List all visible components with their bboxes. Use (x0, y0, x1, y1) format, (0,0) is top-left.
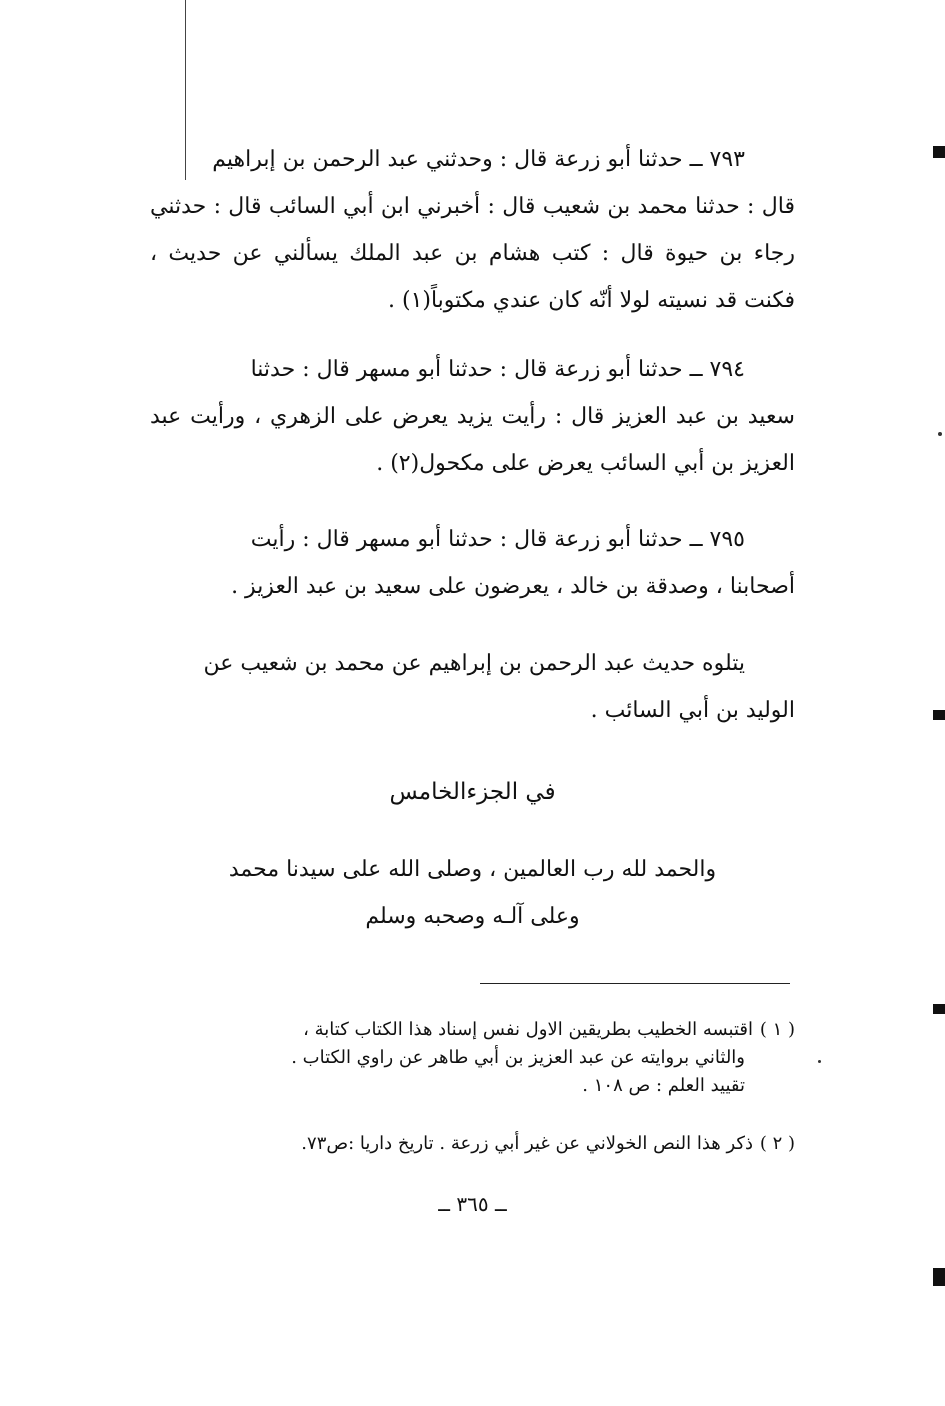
paragraph-first-line: يتلوه حديث عبد الرحمن بن إبراهيم عن محمد بن شعيب عن (203, 651, 745, 676)
paragraph-body: أصحابنا ، وصدقة بن خالد ، يعرضون على سعيد بن عبد العزيز . (231, 574, 795, 599)
paragraph-first-line: ٧٩٤ ــ حدثنا أبو زرعة قال : حدثنا أبو مسهر قال : حدثنا (250, 357, 745, 382)
page-number: ــ ٣٦٥ ــ (438, 1192, 507, 1216)
closing-text (150, 846, 795, 940)
footnote-separator (480, 983, 790, 984)
footnote-number: ( ١ ) (759, 1019, 795, 1040)
hadith-paragraph-795 (150, 516, 795, 610)
hadith-paragraph-794 (150, 346, 795, 487)
footnote-text: والثاني بروايته عن عبد العزيز بن أبي طاهر عن راوي الكتاب . (291, 1047, 745, 1068)
hadith-paragraph-793 (150, 136, 795, 324)
section-heading: في الجزءالخامس (389, 779, 556, 805)
closing-line: وعلى آلـه وصحبه وسلم (365, 904, 580, 929)
edge-mark (933, 1268, 945, 1286)
edge-mark (933, 146, 945, 158)
scan-dot (938, 432, 942, 436)
closing-line: والحمد لله رب العالمين ، وصلى الله على سيدنا محمد (228, 857, 717, 882)
paragraph-first-line: ٧٩٣ ــ حدثنا أبو زرعة قال : وحدثني عبد الرحمن بن إبراهيم (212, 147, 745, 172)
paragraph-first-line: ٧٩٥ ــ حدثنا أبو زرعة قال : حدثنا أبو مسهر قال : رأيت (250, 527, 745, 552)
continuation-note (150, 640, 795, 734)
edge-mark (933, 710, 945, 720)
scan-dot (818, 1060, 821, 1063)
paragraph-body: الوليد بن أبي السائب . (590, 698, 795, 723)
footnote-number: ( ٢ ) (759, 1133, 795, 1154)
edge-mark (933, 1004, 945, 1014)
paragraph-body: قال : حدثنا محمد بن شعيب قال : أخبرني ابن أبي السائب قال : حدثني رجاء بن حيوة قال : كتب هشام بن عبد الملك يسألني عن حديث ، فكنت قد نسيته لولا أنّه كان عندي مكتوباً(١) . (150, 194, 795, 313)
footnote-text: ذكر هذا النص الخولاني عن غير أبي زرعة . تاريخ داريا :ص٧٣. (301, 1133, 753, 1154)
paragraph-body: سعيد بن عبد العزيز قال : رأيت يزيد يعرض على الزهري ، ورأيت عبد العزيز بن أبي السائب يعرض على مكحول(٢) . (150, 404, 795, 476)
footnote-text: اقتبسه الخطيب بطريقين الاول نفس إسناد هذا الكتاب كتابة ، (303, 1019, 753, 1040)
footnote-2 (150, 1130, 795, 1158)
footnote-text: تقييد العلم : ص ١٠٨ . (582, 1075, 745, 1096)
footnote-1 (150, 1016, 795, 1100)
